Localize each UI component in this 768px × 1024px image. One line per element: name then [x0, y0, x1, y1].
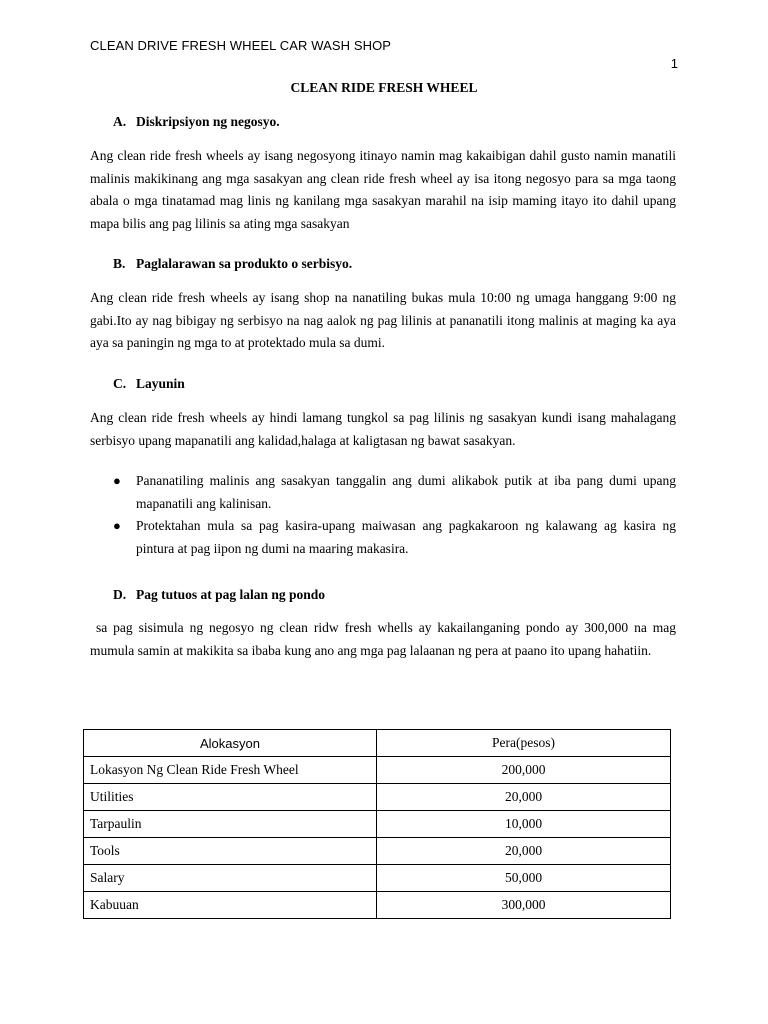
table-header-amount: Pera(pesos) — [377, 730, 671, 757]
section-b-heading — [113, 256, 352, 272]
table-cell-item: Tools — [84, 838, 377, 865]
table-cell-item: Tarpaulin — [84, 811, 377, 838]
section-c-paragraph: Ang clean ride fresh wheels ay hindi lamang tungkol sa pag lilinis ng sasakyan kundi isang mahalagang serbisyo upang mapanatili ang kalidad,halaga at kaligtasan ng bawat sasakyan. — [90, 410, 676, 448]
bullet-icon: ● — [113, 518, 121, 534]
table-cell-amount: 20,000 — [377, 784, 671, 811]
table-cell-item: Salary — [84, 865, 377, 892]
section-b-paragraph: Ang clean ride fresh wheels ay isang shop na nanatiling bukas mula 10:00 ng umaga hanggang 9:00 ng gabi.Ito ay nag bibigay ng serbisyo na nag aalok ng pag lilinis at pananatili itong malinis at maging ka aya aya sa paningin ng mga to at protektado mula sa dumi. — [90, 290, 676, 351]
section-d-heading-text: Pag tutuos at pag lalan ng pondo — [136, 587, 326, 602]
document-title: CLEAN RIDE FRESH WHEEL — [290, 80, 478, 95]
section-d-letter: D. — [113, 587, 127, 602]
section-a-paragraph: Ang clean ride fresh wheels ay isang negosyong itinayo namin mag kakaibigan dahil gusto namin manatili malinis makikinang ang mga sasakyan ang clean ride fresh wheel ay isa itong negosyo para sa mga taong abala o mga tinatamad mag linis ng kanilang mga sasakyan marahil na isip maming itayo ito dahil upang mapa bilis ang pag lilinis sa ating mga sasakyan — [90, 148, 676, 232]
list-item — [90, 515, 676, 560]
list-item-text: Pananatiling malinis ang sasakyan tanggalin ang dumi alikabok putik at iba pang dumi upang mapanatili ang kalinisan. — [136, 473, 676, 511]
table-cell-item: Utilities — [84, 784, 377, 811]
table-header-row — [84, 730, 671, 757]
table-row — [84, 811, 671, 838]
section-d-heading — [113, 587, 325, 603]
page-number: 1 — [670, 56, 678, 71]
section-c-heading-text: Layunin — [136, 376, 185, 391]
table-cell-item: Lokasyon Ng Clean Ride Fresh Wheel — [84, 757, 377, 784]
table-cell-amount: 300,000 — [377, 892, 671, 919]
table-cell-amount: 20,000 — [377, 838, 671, 865]
allocation-table — [83, 729, 671, 919]
objectives-list — [90, 470, 676, 561]
table-cell-amount: 50,000 — [377, 865, 671, 892]
table-cell-item: Kabuuan — [84, 892, 377, 919]
list-item-text: Protektahan mula sa pag kasira-upang maiwasan ang pagkakaroon ng kalawang ag kasira ng pintura at pag iipon ng dumi na maaring makasira. — [136, 518, 676, 557]
table-row — [84, 757, 671, 784]
table-row — [84, 865, 671, 892]
running-header: CLEAN DRIVE FRESH WHEEL CAR WASH SHOP — [90, 38, 392, 53]
table-cell-amount: 10,000 — [377, 811, 671, 838]
table-row — [84, 784, 671, 811]
section-c-letter: C. — [113, 376, 127, 391]
table-row — [84, 838, 671, 865]
section-a-letter: A. — [113, 114, 127, 129]
table-row-total — [84, 892, 671, 919]
section-c-heading — [113, 376, 185, 392]
table-cell-amount: 200,000 — [377, 757, 671, 784]
section-d-paragraph: sa pag sisimula ng negosyo ng clean ridw fresh whells ay kakailanganing pondo ay 300,000 na mag mumula samin at makikita sa ibaba kung ano ang mga pag lalaanan ng pera at paano ito upang hahatiin. — [90, 620, 680, 658]
section-b-heading-text: Paglalarawan sa produkto o serbisyo. — [136, 256, 353, 271]
bullet-icon: ● — [113, 473, 121, 488]
section-a-heading-text: Diskripsiyon ng negosyo. — [136, 114, 280, 129]
section-a-heading — [113, 114, 280, 130]
section-b-letter: B. — [113, 256, 126, 271]
list-item — [90, 470, 676, 515]
table-header-allocation: Alokasyon — [84, 730, 377, 757]
